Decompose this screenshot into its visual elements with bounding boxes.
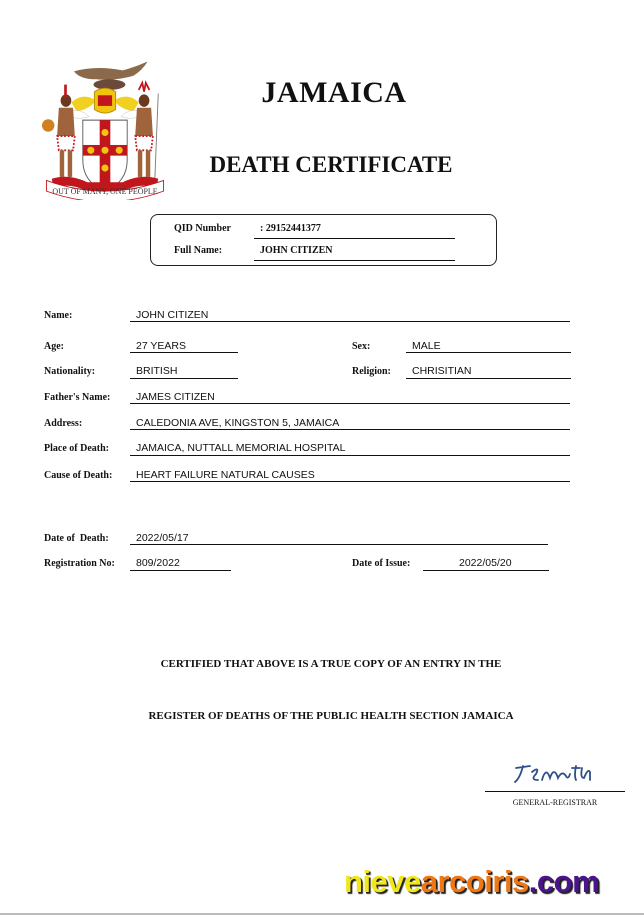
signature-line [485, 791, 625, 792]
fathers-name-label: Father's Name: [44, 392, 111, 403]
address-value: CALEDONIA AVE, KINGSTON 5, JAMAICA [136, 417, 340, 429]
document-title: DEATH CERTIFICATE [209, 152, 453, 177]
religion-value: CHRISITIAN [412, 365, 472, 377]
signature-scribble [510, 758, 600, 790]
watermark [344, 864, 599, 900]
age-underline [130, 352, 238, 353]
nationality-value: BRITISH [136, 365, 178, 377]
qid-underline [254, 238, 455, 239]
nationality-underline [130, 378, 238, 379]
address-label: Address: [44, 418, 83, 429]
registration-no-label: Registration No: [44, 558, 115, 569]
date-of-death-value: 2022/05/17 [136, 532, 189, 544]
full-name-underline [254, 260, 455, 261]
watermark-part-1: nieve [344, 864, 421, 899]
address-underline [130, 429, 570, 430]
qid-label: QID Number [174, 223, 231, 234]
religion-underline [406, 378, 571, 379]
nationality-label: Nationality: [44, 366, 96, 377]
name-label: Name: [44, 310, 73, 321]
date-of-death-underline [130, 544, 548, 545]
signature-icon [510, 758, 600, 790]
date-of-issue-label: Date of Issue: [352, 558, 411, 569]
certification-line-1: CERTIFIED THAT ABOVE IS A TRUE COPY OF AN ENTRY IN THE [160, 658, 502, 670]
date-of-issue-value: 2022/05/20 [459, 557, 512, 569]
sex-underline [406, 352, 571, 353]
name-value: JOHN CITIZEN [136, 309, 209, 321]
registration-no-value: 809/2022 [136, 557, 180, 569]
country-title: JAMAICA [261, 76, 407, 109]
age-label: Age: [44, 341, 64, 352]
place-of-death-label: Place of Death: [44, 443, 109, 454]
place-of-death-value: JAMAICA, NUTTALL MEMORIAL HOSPITAL [136, 442, 346, 454]
bottom-divider [0, 913, 644, 915]
name-underline [130, 321, 570, 322]
cause-of-death-label: Cause of Death: [44, 470, 113, 481]
religion-label: Religion: [352, 366, 391, 377]
sex-value: MALE [412, 340, 441, 352]
certification-line-2: REGISTER OF DEATHS OF THE PUBLIC HEALTH SECTION JAMAICA [148, 710, 514, 722]
svg-text:OUT OF MANY, ONE PEOPLE: OUT OF MANY, ONE PEOPLE [52, 186, 158, 196]
sex-label: Sex: [352, 341, 371, 352]
fathers-name-value: JAMES CITIZEN [136, 391, 215, 403]
registration-no-underline [130, 570, 231, 571]
qid-box [150, 214, 497, 266]
place-of-death-underline [130, 455, 570, 456]
registrar-title: GENERAL-REGISTRAR [512, 798, 598, 807]
cause-of-death-underline [130, 481, 570, 482]
age-value: 27 YEARS [136, 340, 187, 352]
full-name-label: Full Name: [174, 245, 223, 256]
watermark-part-3: .com [528, 864, 600, 899]
cause-of-death-value: HEART FAILURE NATURAL CAUSES [136, 469, 315, 481]
full-name-value: JOHN CITIZEN [260, 245, 333, 256]
date-of-death-label: Date of Death: [44, 533, 109, 544]
qid-value: : 29152441377 [260, 223, 321, 234]
date-of-issue-underline [423, 570, 549, 571]
fathers-name-underline [130, 403, 570, 404]
watermark-part-2: arcoiris [420, 864, 529, 899]
